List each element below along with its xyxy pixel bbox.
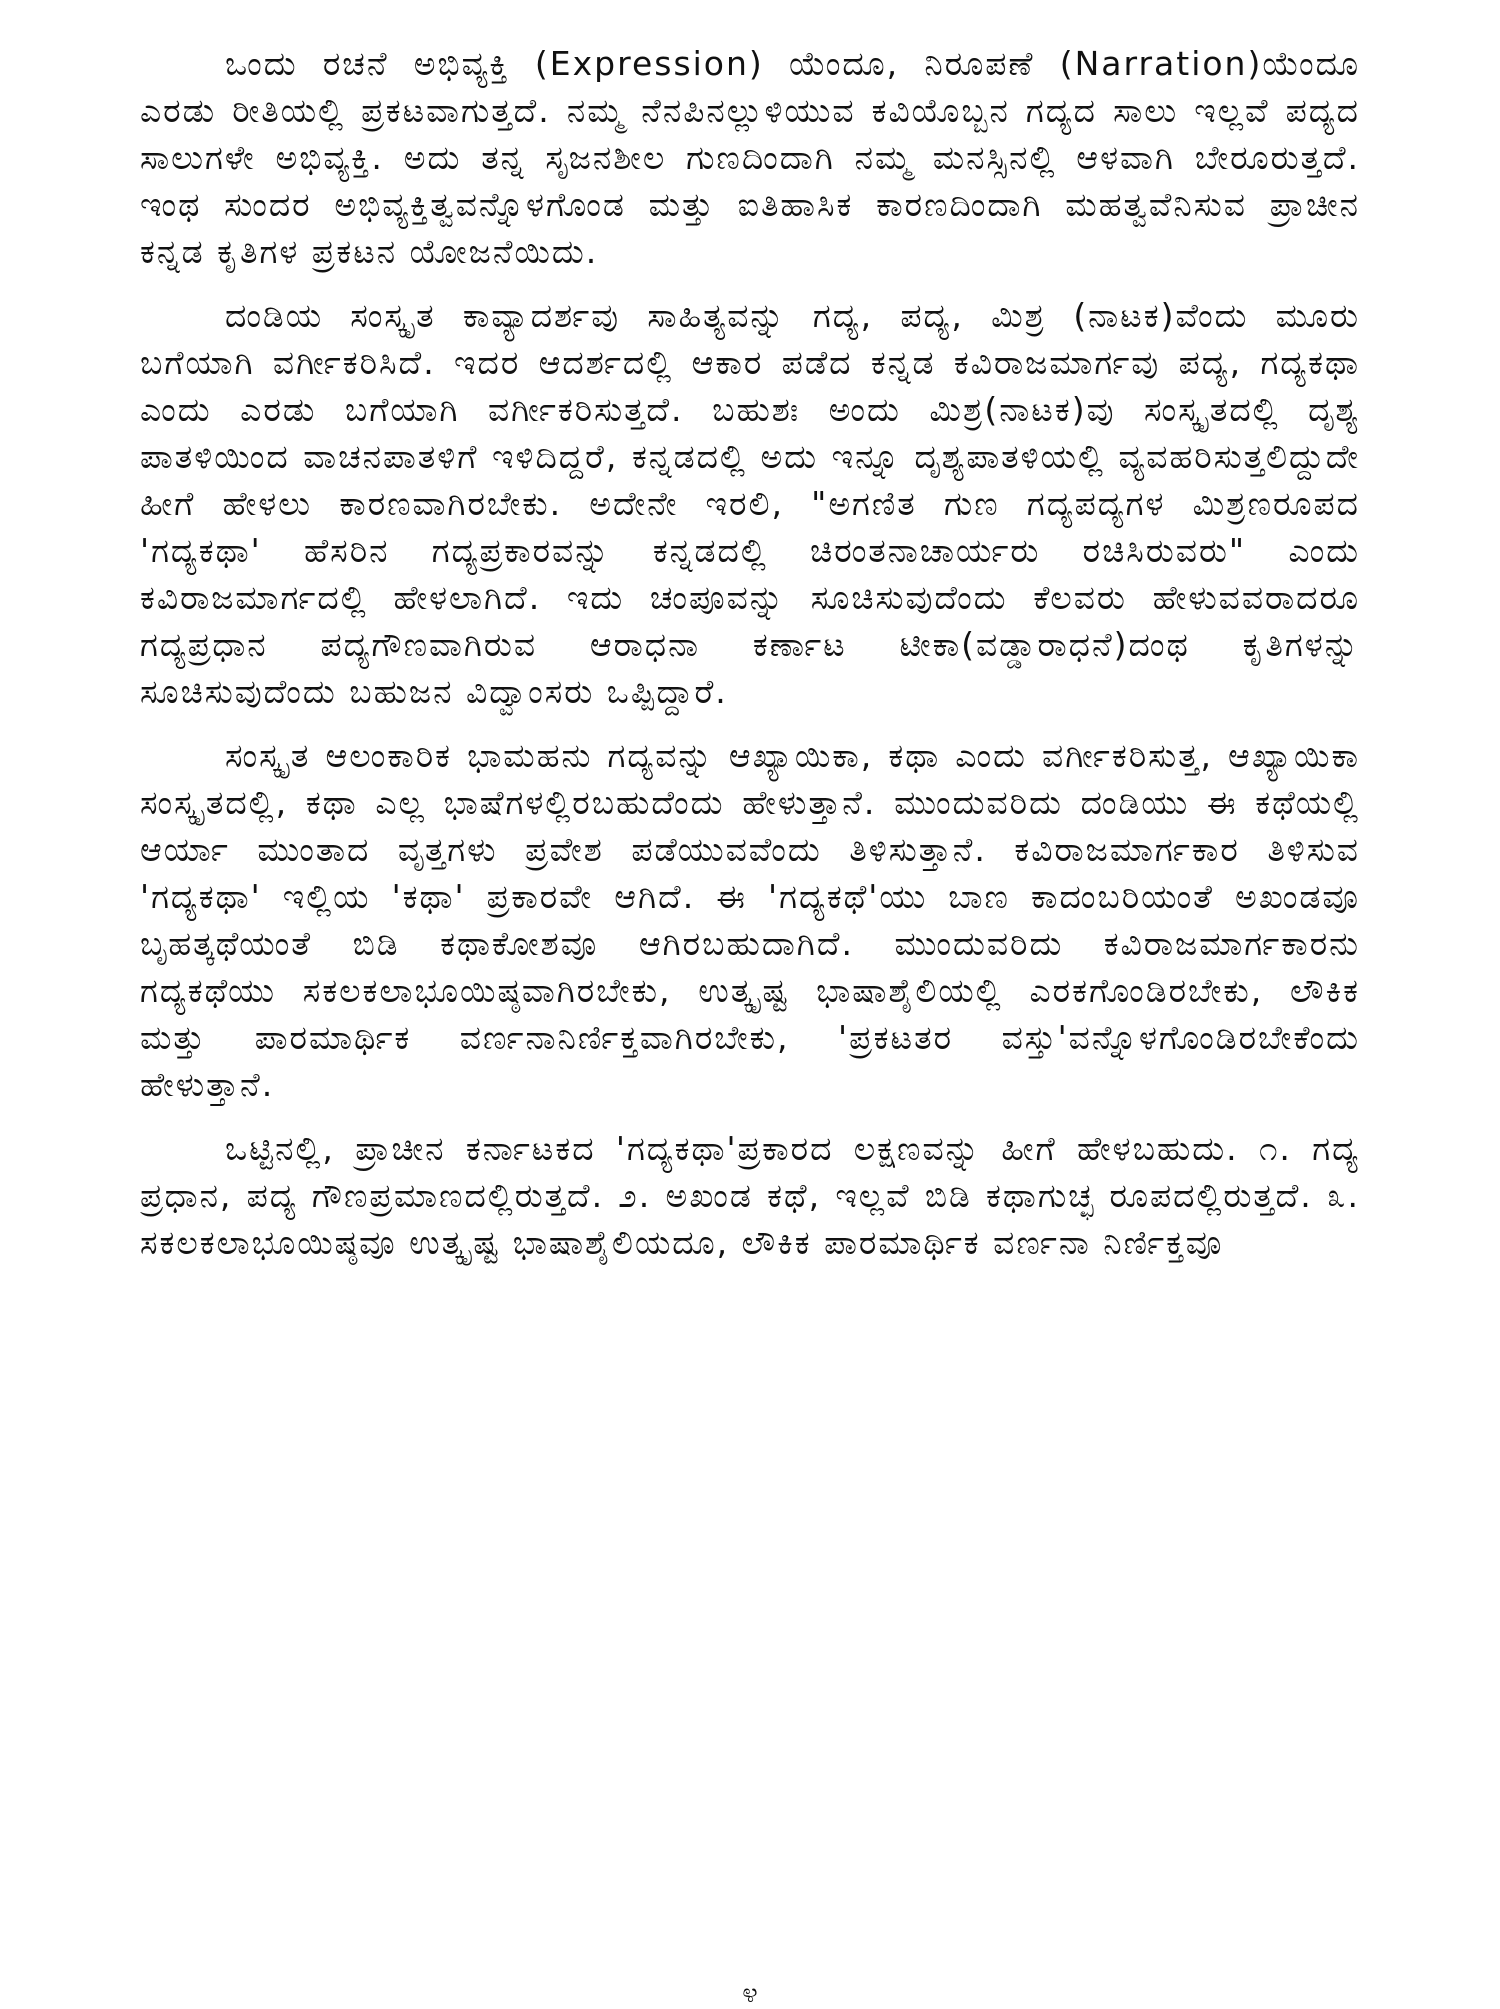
paragraph-3: ಸಂಸ್ಕೃತ ಆಲಂಕಾರಿಕ ಭಾಮಹನು ಗದ್ಯವನ್ನು ಆಖ್ಯಾಯಿಕಾ, ಕಥಾ ಎಂದು ವರ್ಗೀಕರಿಸುತ್ತ, ಆಖ್ಯಾಯಿಕಾ ಸಂಸ್ಕೃತದಲ್ಲಿ, ಕಥಾ ಎಲ್ಲ ಭಾಷೆಗಳಲ್ಲಿರಬಹುದೆಂದು ಹೇಳುತ್ತಾನೆ. ಮುಂದುವರಿದು ದಂಡಿಯು ಈ ಕಥೆಯಲ್ಲಿ ಆರ್ಯಾ ಮುಂತಾದ ವೃತ್ತಗಳು ಪ್ರವೇಶ ಪಡೆಯುವವೆಂದು ತಿಳಿಸುತ್ತಾನೆ. ಕವಿರಾಜಮಾರ್ಗಕಾರ ತಿಳಿಸುವ 'ಗದ್ಯಕಥಾ' ಇಲ್ಲಿಯ 'ಕಥಾ' ಪ್ರಕಾರವೇ ಆಗಿದೆ. ಈ 'ಗದ್ಯಕಥೆ'ಯು ಬಾಣ ಕಾದಂಬರಿಯಂತೆ ಅಖಂಡವೂ ಬೃಹತ್ಕಥೆಯಂತೆ ಬಿಡಿ ಕಥಾಕೋಶವೂ ಆಗಿರಬಹುದಾಗಿದೆ. ಮುಂದುವರಿದು ಕವಿರಾಜಮಾರ್ಗಕಾರನು ಗದ್ಯಕಥೆಯು ಸಕಲಕಲಾಭೂಯಿಷ್ಠವಾಗಿರಬೇಕು, ಉತ್ಕೃಷ್ಟ ಭಾಷಾಶೈಲಿಯಲ್ಲಿ ಎರಕಗೊಂಡಿರಬೇಕು, ಲೌಕಿಕ ಮತ್ತು ಪಾರಮಾರ್ಥಿಕ ವರ್ಣನಾನಿರ್ಣಿಕ್ತವಾಗಿರಬೇಕು, 'ಪ್ರಕಟತರ ವಸ್ತು'ವನ್ನೊಳಗೊಂಡಿರಬೇಕೆಂದು ಹೇಳುತ್ತಾನೆ. [140,736,1360,1104]
paragraph-1: ಒಂದು ರಚನೆ ಅಭಿವ್ಯಕ್ತಿ (Expression) ಯೆಂದೂ, ನಿರೂಪಣೆ (Narration)ಯೆಂದೂ ಎರಡು ರೀತಿಯಲ್ಲಿ ಪ್ರಕಟವಾಗುತ್ತದೆ. ನಮ್ಮ ನೆನಪಿನಲ್ಲುಳಿಯುವ ಕವಿಯೊಬ್ಬನ ಗದ್ಯದ ಸಾಲು ಇಲ್ಲವೆ ಪದ್ಯದ ಸಾಲುಗಳೇ ಅಭಿವ್ಯಕ್ತಿ. ಅದು ತನ್ನ ಸೃಜನಶೀಲ ಗುಣದಿಂದಾಗಿ ನಮ್ಮ ಮನಸ್ಸಿನಲ್ಲಿ ಆಳವಾಗಿ ಬೇರೂರುತ್ತದೆ. ಇಂಥ ಸುಂದರ ಅಭಿವ್ಯಕ್ತಿತ್ವವನ್ನೊಳಗೊಂಡ ಮತ್ತು ಐತಿಹಾಸಿಕ ಕಾರಣದಿಂದಾಗಿ ಮಹತ್ವವೆನಿಸುವ ಪ್ರಾಚೀನ ಕನ್ನಡ ಕೃತಿಗಳ ಪ್ರಕಟನ ಯೋಜನೆಯಿದು. [140,44,1360,271]
paragraph-4: ಒಟ್ಟಿನಲ್ಲಿ, ಪ್ರಾಚೀನ ಕರ್ನಾಟಕದ 'ಗದ್ಯಕಥಾ'ಪ್ರಕಾರದ ಲಕ್ಷಣವನ್ನು ಹೀಗೆ ಹೇಳಬಹುದು. ೧. ಗದ್ಯ ಪ್ರಧಾನ, ಪದ್ಯ ಗೌಣಪ್ರಮಾಣದಲ್ಲಿರುತ್ತದೆ. ೨. ಅಖಂಡ ಕಥೆ, ಇಲ್ಲವೆ ಬಿಡಿ ಕಥಾಗುಚ್ಛ ರೂಪದಲ್ಲಿರುತ್ತದೆ. ೩. ಸಕಲಕಲಾಭೂಯಿಷ್ಠವೂ ಉತ್ಕೃಷ್ಟ ಭಾಷಾಶೈಲಿಯದೂ, ಲೌಕಿಕ ಪಾರಮಾರ್ಥಿಕ ವರ್ಣನಾ ನಿರ್ಣಿಕ್ತವೂ [140,1129,1360,1262]
document-page [140,40,1360,1960]
paragraph-2: ದಂಡಿಯ ಸಂಸ್ಕೃತ ಕಾವ್ಯಾದರ್ಶವು ಸಾಹಿತ್ಯವನ್ನು ಗದ್ಯ, ಪದ್ಯ, ಮಿಶ್ರ (ನಾಟಕ)ವೆಂದು ಮೂರು ಬಗೆಯಾಗಿ ವರ್ಗೀಕರಿಸಿದೆ. ಇದರ ಆದರ್ಶದಲ್ಲಿ ಆಕಾರ ಪಡೆದ ಕನ್ನಡ ಕವಿರಾಜಮಾರ್ಗವು ಪದ್ಯ, ಗದ್ಯಕಥಾ ಎಂದು ಎರಡು ಬಗೆಯಾಗಿ ವರ್ಗೀಕರಿಸುತ್ತದೆ. ಬಹುಶಃ ಅಂದು ಮಿಶ್ರ(ನಾಟಕ)ವು ಸಂಸ್ಕೃತದಲ್ಲಿ ದೃಶ್ಯ ಪಾತಳಿಯಿಂದ ವಾಚನಪಾತಳಿಗೆ ಇಳಿದಿದ್ದರೆ, ಕನ್ನಡದಲ್ಲಿ ಅದು ಇನ್ನೂ ದೃಶ್ಯಪಾತಳಿಯಲ್ಲಿ ವ್ಯವಹರಿಸುತ್ತಲಿದ್ದುದೇ ಹೀಗೆ ಹೇಳಲು ಕಾರಣವಾಗಿರಬೇಕು. ಅದೇನೇ ಇರಲಿ, "ಅಗಣಿತ ಗುಣ ಗದ್ಯಪದ್ಯಗಳ ಮಿಶ್ರಣರೂಪದ 'ಗದ್ಯಕಥಾ' ಹೆಸರಿನ ಗದ್ಯಪ್ರಕಾರವನ್ನು ಕನ್ನಡದಲ್ಲಿ ಚಿರಂತನಾಚಾರ್ಯರು ರಚಿಸಿರುವರು" ಎಂದು ಕವಿರಾಜಮಾರ್ಗದಲ್ಲಿ ಹೇಳಲಾಗಿದೆ. ಇದು ಚಂಪೂವನ್ನು ಸೂಚಿಸುವುದೆಂದು ಕೆಲವರು ಹೇಳುವವರಾದರೂ ಗದ್ಯಪ್ರಧಾನ ಪದ್ಯಗೌಣವಾಗಿರುವ ಆರಾಧನಾ ಕರ್ಣಾಟ ಟೀಕಾ(ವಡ್ಡಾರಾಧನೆ)ದಂಥ ಕೃತಿಗಳನ್ನು ಸೂಚಿಸುವುದೆಂದು ಬಹುಜನ ವಿದ್ವಾಂಸರು ಒಪ್ಪಿದ್ದಾರೆ. [140,296,1360,711]
page-number: ೪ [742,1976,758,2009]
